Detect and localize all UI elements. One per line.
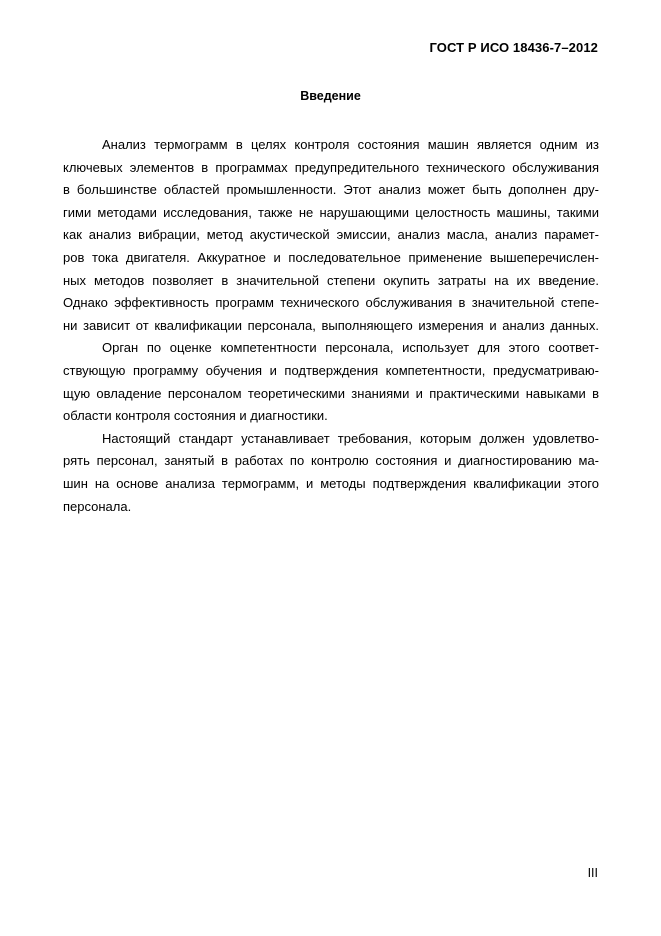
paragraph-line: ров тока двигателя. Аккуратное и последовательное применение вышеперечислен- [63,249,599,265]
paragraph-line: Однако эффективность программ технического обслуживания в значительной степе- [63,295,599,311]
paragraph-line: ни зависит от квалификации персонала, выполняющего измерения и анализ данных. [63,317,599,333]
paragraph-line: шин на основе анализа термограмм, и методы подтверждения квалификации этого [63,475,599,491]
paragraph-line: гими методами исследования, также не нарушающими целостность машины, такими [63,204,599,220]
paragraph-line: щую овладение персоналом теоретическими знаниями и практическими навыками в [63,385,599,401]
paragraph-line: Анализ термограмм в целях контроля состояния машин является одним из [102,137,599,152]
body-text [63,134,599,518]
paragraph-line: в большинстве областей промышленности. Этот анализ может быть дополнен дру- [63,182,599,198]
paragraph-line: рять персонал, занятый в работах по контролю состояния и диагностированию ма- [63,453,599,469]
paragraph-line: Орган по оценке компетентности персонала, использует для этого соответ- [102,340,599,356]
paragraph [63,134,599,337]
standard-code-header: ГОСТ Р ИСО 18436-7–2012 [429,40,598,55]
paragraph-line: области контроля состояния и диагностики. [63,408,328,424]
paragraph [63,337,599,427]
section-title: Введение [300,89,361,103]
paragraph-line: ствующую программу обучения и подтверждения компетентности, предусматриваю- [63,362,599,378]
paragraph [63,428,599,518]
paragraph-line: как анализ вибрации, метод акустической эмиссии, анализ масла, анализ парамет- [63,227,599,243]
paragraph-line: ных методов позволяет в значительной степени окупить затраты на их введение. [63,272,599,288]
paragraph-line: Настоящий стандарт устанавливает требования, которым должен удовлетво- [102,430,599,446]
paragraph-line: ключевых элементов в программах предупредительного технического обслуживания [63,159,599,175]
page-number: III [587,866,598,880]
paragraph-line: персонала. [63,498,132,514]
